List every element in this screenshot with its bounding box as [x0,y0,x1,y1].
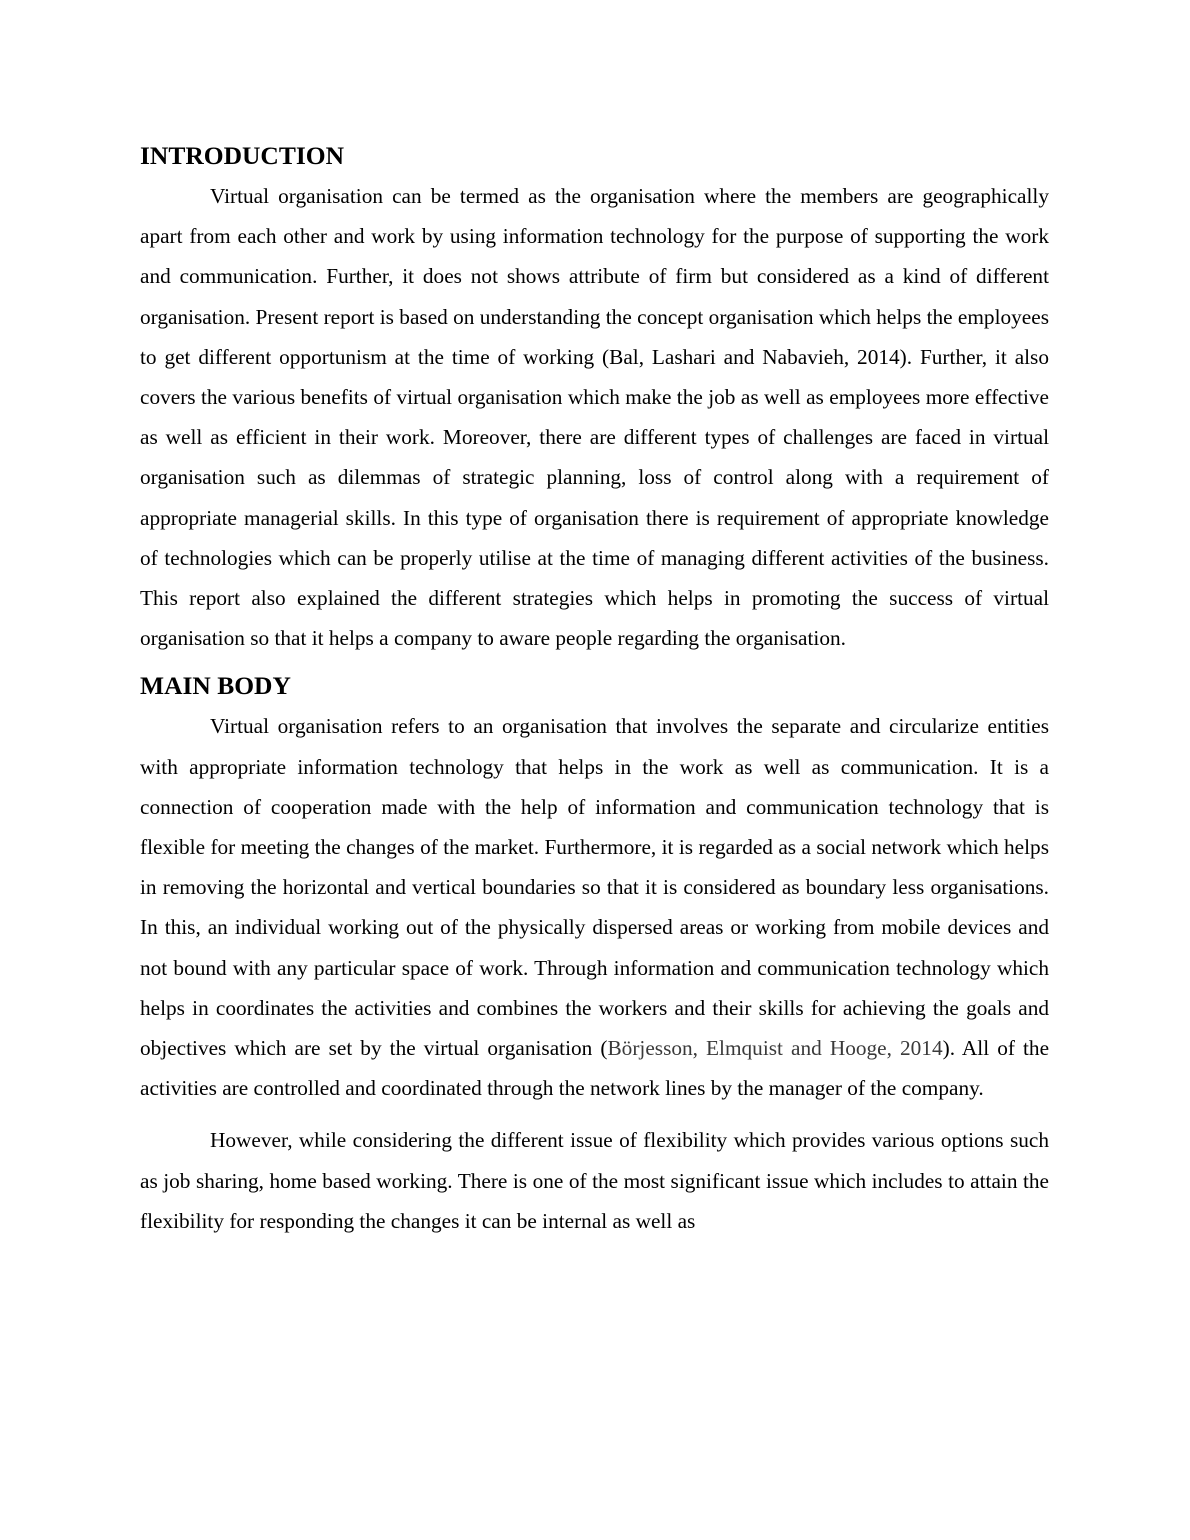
paragraph-text: ). All of the activities are controlled and coordinated through the network lines by the manager of the company. [140,1036,1050,1101]
main-body-paragraph-2: However, while considering the different issue of flexibility which provides various options such as job sharing, home based working. There is one of the most significant issue which includes to attain the flexibility for responding the changes it can be internal as well as [140,1128,1049,1233]
section-heading-main-body: MAIN BODY [140,671,291,701]
document-page [140,138,1049,1241]
paragraph-text: Virtual organisation refers to an organisation that involves the separate and circularize entities with appropriate information technology that helps in the work as well as communication. It is a connection of cooperation made with the help of information and communication technology that is flexible for meeting the changes of the market. Furthermore, it is regarded as a social network which helps in removing the horizontal and vertical boundaries so that it is considered as boundary less organisations. In this, an individual working out of the physically dispersed areas or working from mobile devices and not bound with any particular space of work. Through information and communication technology which helps in coordinates the activities and combines the workers and their skills for achieving the goals and objectives which are set by the virtual organisation ( [140,714,1049,1061]
introduction-paragraph: Virtual organisation can be termed as the organisation where the members are geographically apart from each other and work by using information technology for the purpose of supporting the work and communication. Further, it does not shows attribute of firm but considered as a kind of different organisation. Present report is based on understanding the concept organisation which helps the employees to get different opportunism at the time of working (Bal, Lashari and Nabavieh, 2014). Further, it also covers the various benefits of virtual organisation which make the job as well as employees more effective as well as efficient in their work. Moreover, there are different types of challenges are faced in virtual organisation such as dilemmas of strategic planning, loss of control along with a requirement of appropriate managerial skills. In this type of organisation there is requirement of appropriate knowledge of technologies which can be properly utilise at the time of managing different activities of the business. This report also explained the different strategies which helps in promoting the success of virtual organisation so that it helps a company to aware people regarding the organisation. [140,184,1049,651]
section-heading-introduction: INTRODUCTION [140,141,345,170]
citation: Börjesson, Elmquist and Hooge, 2014 [607,1036,943,1061]
main-body-paragraph-1 [140,706,1049,1108]
